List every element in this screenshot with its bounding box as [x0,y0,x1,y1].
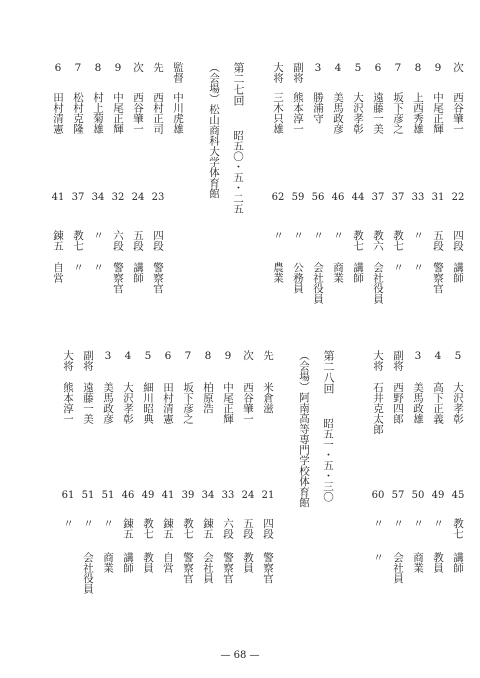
age-cell: 59 [291,192,305,203]
round-date: 昭五〇・五・二五 [232,130,244,214]
occupation-cell: 会社役員 [82,552,94,594]
rank-cell: 四段 [452,230,464,251]
name-cell: 熊本淳一 [292,92,304,134]
age-cell: 51 [101,490,115,501]
position-cell: 副将 [392,350,404,371]
position-cell: 次 [242,350,254,361]
age-cell: 23 [151,192,165,203]
rank-cell: 教七 [142,518,154,539]
position-cell: 5 [142,350,154,362]
age-cell: 49 [141,490,155,501]
name-cell: 坂下彦之 [392,92,404,134]
name-cell: 細川昭典 [142,382,154,424]
name-cell: 米倉滋 [262,382,274,414]
occupation-cell: 警察官 [152,262,164,294]
age-cell: 51 [81,490,95,501]
name-cell: 大沢孝彰 [452,382,464,424]
occupation-cell: 〃 [392,262,404,273]
rank-cell: 五段 [432,230,444,251]
name-cell: 大沢孝彰 [122,382,134,424]
occupation-cell: 商業 [102,552,114,573]
rank-cell: 〃 [292,230,304,241]
occupation-cell: 警察官 [262,552,274,584]
age-cell: 33 [221,490,235,501]
name-cell: 中川虎雄 [172,92,184,134]
position-cell: 副将 [82,350,94,371]
venue: （会場）松山商科大学体育館 [208,62,220,199]
rank-cell: 〃 [272,230,284,241]
age-cell: 39 [181,490,195,501]
name-cell: 熊本淳一 [62,382,74,424]
position-cell: 3 [102,350,114,362]
position-cell: 6 [372,62,384,74]
occupation-cell: 公務員 [292,262,304,294]
rank-cell: 〃 [372,518,384,529]
age-cell: 21 [261,490,275,501]
rank-cell: 〃 [412,230,424,241]
position-cell: 9 [112,62,124,74]
page-number: — 68 — [220,650,260,661]
rank-cell: 錬五 [52,230,64,251]
rank-cell: 〃 [332,230,344,241]
position-cell: 8 [92,62,104,74]
rank-cell: 〃 [82,518,94,529]
occupation-cell: 商業 [412,552,424,573]
age-cell: 24 [131,192,145,203]
rank-cell: 四段 [262,518,274,539]
occupation-cell: 教員 [432,552,444,573]
age-cell: 60 [371,490,385,501]
occupation-cell: 講師 [452,552,464,573]
name-cell: 上西秀雄 [412,92,424,134]
age-cell: 50 [411,490,425,501]
occupation-cell: 〃 [92,262,104,273]
position-cell: 次 [452,62,464,73]
occupation-cell: 講師 [452,262,464,283]
occupation-cell: 教員 [142,552,154,573]
name-cell: 美馬政彦 [332,92,344,134]
name-cell: 大沢孝彰 [352,92,364,134]
age-cell: 46 [331,192,345,203]
name-cell: 坂下彦之 [182,382,194,424]
age-cell: 61 [61,490,75,501]
age-cell: 44 [351,192,365,203]
rank-cell: 六段 [112,230,124,251]
position-cell: 副将 [292,62,304,83]
rank-cell: 教七 [392,230,404,251]
age-cell: 49 [431,490,445,501]
occupation-cell: 警察官 [112,262,124,294]
name-cell: 西谷肇一 [132,92,144,134]
age-cell: 46 [121,490,135,501]
occupation-cell: 農業 [272,262,284,283]
name-cell: 中尾正輝 [112,92,124,134]
age-cell: 45 [451,490,465,501]
position-cell: 大将 [272,62,284,83]
name-cell: 西谷肇一 [452,92,464,134]
occupation-cell: 講師 [122,552,134,573]
position-cell: 3 [412,350,424,362]
age-cell: 57 [391,490,405,501]
rank-cell: 〃 [62,518,74,529]
name-cell: 西谷肇一 [242,382,254,424]
occupation-cell: 講師 [352,262,364,283]
name-cell: 三木只雄 [272,92,284,134]
name-cell: 美馬政彦 [102,382,114,424]
age-cell: 62 [271,192,285,203]
position-cell: 8 [412,62,424,74]
name-cell: 遠藤一美 [372,92,384,134]
occupation-cell: 警察官 [432,262,444,294]
position-cell: 4 [122,350,134,362]
rank-cell: 錬五 [122,518,134,539]
position-cell: 4 [332,62,344,74]
position-cell: 次 [132,62,144,73]
rank-cell: 〃 [312,230,324,241]
name-cell: 松村克隆 [72,92,84,134]
position-cell: 4 [432,350,444,362]
position-cell: 大将 [62,350,74,371]
name-cell: 中尾正輝 [432,92,444,134]
round-date: 昭五一・五・三〇 [322,418,334,502]
rank-cell: 四段 [152,230,164,251]
rank-cell: 錬五 [162,518,174,539]
name-cell: 石井克太郎 [372,382,384,435]
age-cell: 37 [371,192,385,203]
rank-cell: 教七 [452,518,464,539]
age-cell: 37 [391,192,405,203]
age-cell: 34 [201,490,215,501]
rank-cell: 教七 [72,230,84,251]
position-cell: 7 [392,62,404,74]
rank-cell: 教七 [352,230,364,251]
occupation-cell: 商業 [332,262,344,283]
name-cell: 田村清憲 [52,92,64,134]
position-cell: 監督 [172,62,184,83]
name-cell: 高下正義 [432,382,444,424]
occupation-cell: 〃 [72,262,84,273]
position-cell: 7 [182,350,194,362]
name-cell: 柏原浩 [202,382,214,414]
occupation-cell: 会社役員 [372,262,384,304]
rank-cell: 〃 [412,518,424,529]
age-cell: 56 [311,192,325,203]
position-cell: 7 [72,62,84,74]
rank-cell: 〃 [92,230,104,241]
rank-cell: 錬五 [202,518,214,539]
occupation-cell: 会社員 [392,552,404,584]
rank-cell: 〃 [102,518,114,529]
round-title: 第二七回 [232,62,245,106]
occupation-cell: 会社員 [202,552,214,584]
position-cell: 9 [222,350,234,362]
occupation-cell: 自営 [162,552,174,573]
occupation-cell: 会社役員 [312,262,324,304]
age-cell: 41 [51,192,65,203]
occupation-cell: 自営 [52,262,64,283]
age-cell: 32 [111,192,125,203]
name-cell: 西野四郎 [392,382,404,424]
venue: （会場）阿南高等専門学校体育館 [298,350,310,508]
position-cell: 5 [352,62,364,74]
position-cell: 5 [452,350,464,362]
name-cell: 中尾正輝 [222,382,234,424]
rank-cell: 六段 [222,518,234,539]
rank-cell: 教六 [372,230,384,251]
occupation-cell: 警察官 [222,552,234,584]
position-cell: 先 [262,350,274,361]
position-cell: 先 [152,62,164,73]
position-cell: 6 [52,62,64,74]
age-cell: 24 [241,490,255,501]
rank-cell: 〃 [432,518,444,529]
name-cell: 西村正司 [152,92,164,134]
name-cell: 勝浦守 [312,92,324,124]
rank-cell: 教七 [182,518,194,539]
age-cell: 31 [431,192,445,203]
position-cell: 9 [432,62,444,74]
age-cell: 41 [161,490,175,501]
rank-cell: 五段 [132,230,144,251]
position-cell: 8 [202,350,214,362]
position-cell: 大将 [372,350,384,371]
occupation-cell: 〃 [412,262,424,273]
name-cell: 美馬政雄 [412,382,424,424]
age-cell: 33 [411,192,425,203]
occupation-cell: 〃 [372,552,384,563]
name-cell: 村上菊雄 [92,92,104,134]
name-cell: 遠藤一美 [82,382,94,424]
round-title: 第二八回 [322,350,335,394]
occupation-cell: 教員 [242,552,254,573]
rank-cell: 五段 [242,518,254,539]
occupation-cell: 警察官 [182,552,194,584]
name-cell: 田村清憲 [162,382,174,424]
age-cell: 37 [71,192,85,203]
occupation-cell: 講師 [132,262,144,283]
rank-cell: 〃 [392,518,404,529]
position-cell: 6 [162,350,174,362]
position-cell: 3 [312,62,324,74]
age-cell: 34 [91,192,105,203]
age-cell: 22 [451,192,465,203]
